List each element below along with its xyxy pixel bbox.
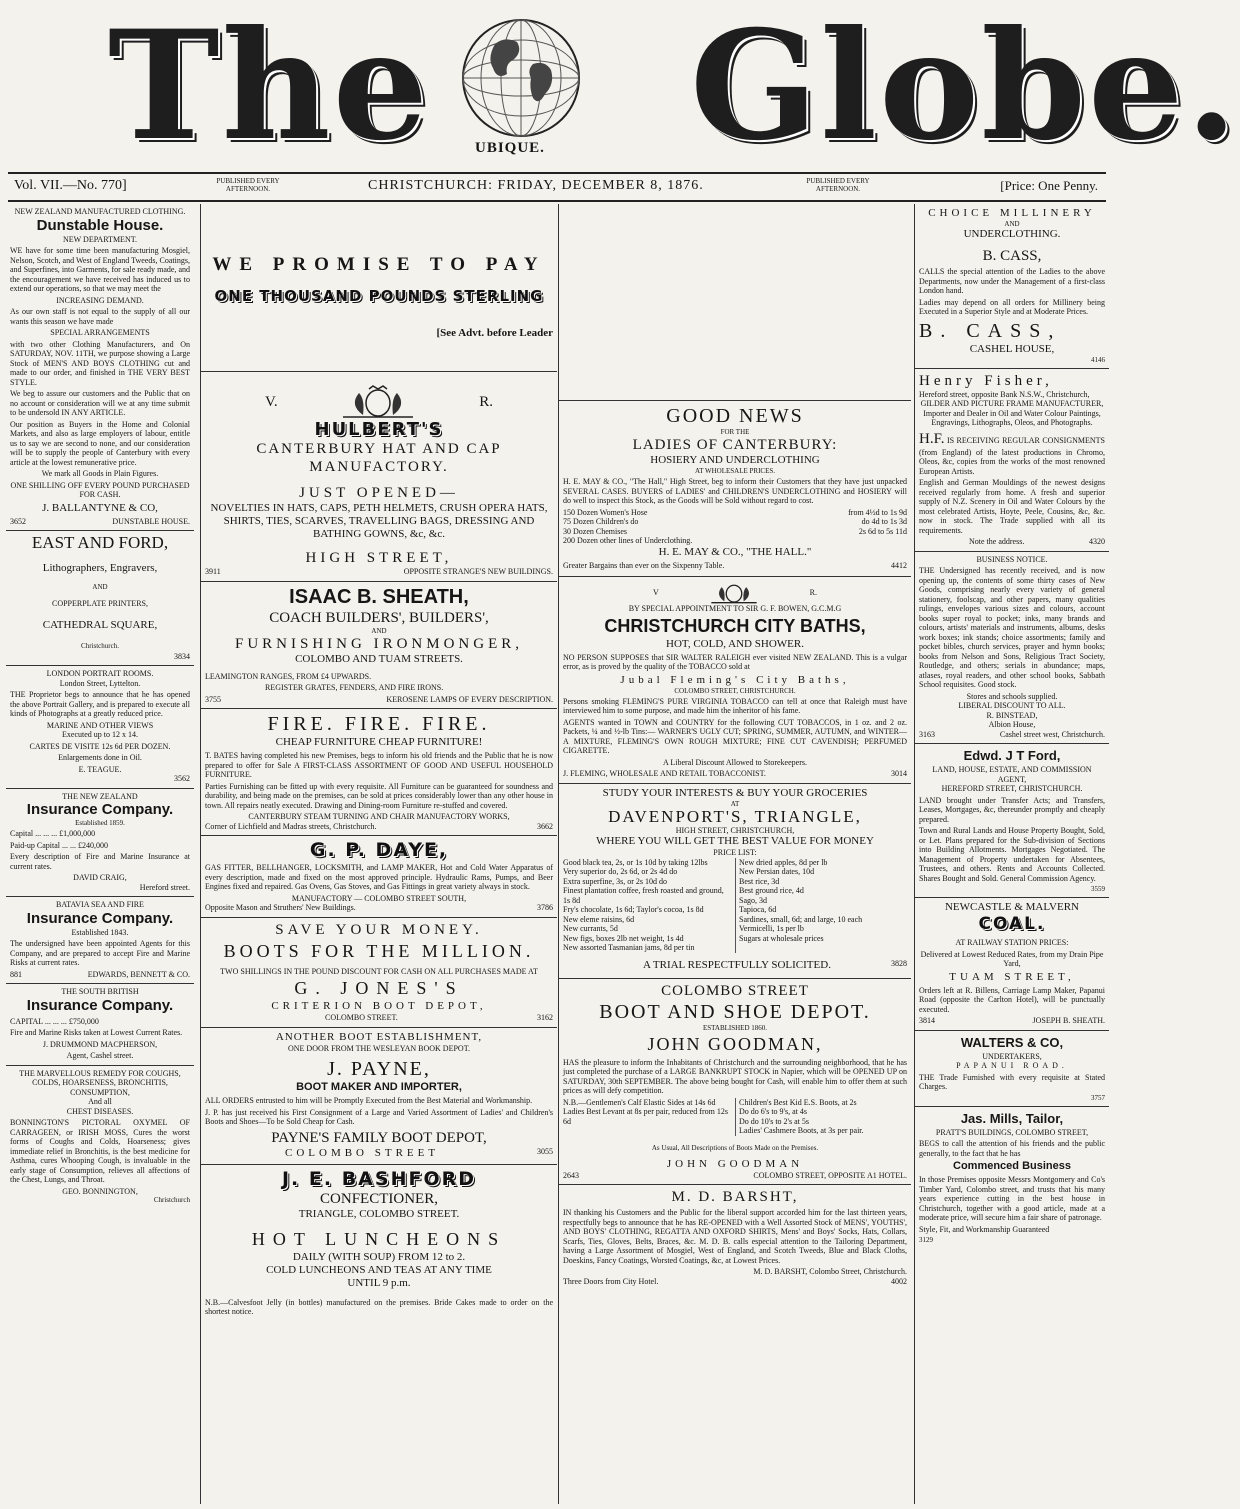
dateline bbox=[8, 172, 1106, 202]
ad-bashford-confectioner bbox=[201, 1165, 557, 1323]
ad-number: 4320 bbox=[1089, 537, 1105, 546]
ad-number: 3834 bbox=[174, 651, 190, 661]
place-and-date: CHRISTCHURCH: FRIDAY, DECEMBER 8, 1876. bbox=[368, 178, 704, 193]
royal-cipher-r: R. bbox=[479, 394, 493, 410]
ad-body: GAS FITTER, BELLHANGER, LOCKSMITH, and LAMP MAKER, Hot and Cold Water Apparatus of every description, made and fixed on the most approved principle. Hydraulic Rams, Pumps, and Beer Engines fixed and repaired. Gas Ovens, Gas Stoves, and Gas Fittings in great variety always in stock. bbox=[205, 863, 553, 891]
column-1 bbox=[6, 204, 194, 1504]
ad-body: Every description of Fire and Marine Insurance at current rates. bbox=[10, 852, 190, 871]
ad-line: AT RAILWAY STATION PRICES: bbox=[955, 938, 1069, 947]
ad-number: 3014 bbox=[891, 769, 907, 778]
ad-line: GILDER AND PICTURE FRAME MANUFACTURER, bbox=[920, 399, 1104, 408]
ad-note: A Liberal Discount Allowed to Storekeepers. bbox=[663, 757, 807, 767]
ad-title: COAL. bbox=[978, 914, 1046, 934]
ad-mills-tailor bbox=[915, 1107, 1109, 1249]
ad-batavia-insurance bbox=[6, 897, 194, 984]
ad-title: LONDON PORTRAIT ROOMS. bbox=[46, 669, 154, 678]
ad-body: NO PERSON SUPPOSES that SIR WALTER RALEIGH ever visited NEW ZEALAND. This is a vulgar error, as is proved by the quality of the TOBACCO sold at bbox=[563, 652, 907, 671]
ad-line: BY SPECIAL APPOINTMENT TO SIR G. F. BOWEN, G.C.M.G bbox=[628, 604, 842, 613]
ad-line: UNDERCLOTHING. bbox=[963, 228, 1061, 240]
price-list-row bbox=[563, 536, 907, 546]
ad-dunstable-house bbox=[6, 204, 194, 531]
ad-address: PRATT'S BUILDINGS, COLOMBO STREET, bbox=[935, 1127, 1089, 1137]
ad-body: English and German Mouldings of the newest designs received regularly from home. A fresh and superior supply of N.Z. Scenery in Oil and Water Colours by the most celebrated Artists, Hoyte, Peele, Cousins, &c, &c. now in stock. The Trade supplied with all its requirements. bbox=[919, 478, 1105, 535]
price-list-left: Good black tea, 2s, or 1s 10d by taking 12lbs Very superior do, 2s 6d, or 2s 4d do Extra superfine, 3s, or 2s 10d do Finest plantation coffee, fresh roasted and ground, 1s 8d Fry's chocolate, 1s 6d; Taylor's cocoa, 1s 8d New eleme raisins, 6d New currants, 5d New figs, boxes 2lb net weight, 1s 4d New assorted Tasmanian jams, 8d per tin bbox=[563, 857, 724, 952]
masthead-motto: UBIQUE. bbox=[475, 140, 545, 156]
ad-east-and-ford bbox=[6, 531, 194, 666]
ad-number: 3828 bbox=[891, 958, 907, 968]
ad-note: CARTES DE VISITE 12s 6d PER DOZEN. bbox=[29, 741, 171, 751]
ad-number: 3562 bbox=[174, 774, 190, 783]
ad-body: BEGS to call the attention of his friends and the public generally, to the fact that he has bbox=[919, 1139, 1105, 1158]
ad-body: Parties Furnishing can be fitted up with every requisite. All Furniture can be guaranteed for soundness and durability, and being made on the premises, can be sold at prices considerably lower than any other house in town. All repairs neatly executed. Drawing and Dining-room Furniture re-stuffed and covered. bbox=[205, 781, 553, 810]
ad-note: Enlargements done in Oil. bbox=[58, 753, 142, 762]
ad-line: HOSIERY AND UNDERCLOTHING bbox=[650, 454, 820, 466]
ad-number: 3757 bbox=[1091, 1093, 1105, 1102]
ad-subheading: Established 1859. bbox=[75, 819, 125, 827]
masthead-title-right: Globe. bbox=[690, 0, 1240, 174]
ad-body: HAS the pleasure to inform the Inhabitants of Christchurch and the surrounding neighborhood, that he has just completed the purchase of a LARGE BANKRUPT STOCK in Napier, which will be OPENED UP on SATURDAY, 30th SEPTEMBER. The above being bought for Cash, will enable him to offer them at such prices as will defy competition. bbox=[563, 1057, 907, 1095]
ad-number: 3814 bbox=[919, 1016, 935, 1025]
ad-line: COLOMBO STREET bbox=[661, 982, 809, 999]
ad-line: BOOTS FOR THE MILLION. bbox=[223, 940, 535, 961]
ad-number: 4146 bbox=[1091, 355, 1105, 364]
ad-subheading: PRICE LIST: bbox=[713, 848, 757, 857]
ad-line: LAND, HOUSE, ESTATE, AND COMMISSION AGENT, bbox=[932, 765, 1092, 784]
price-list-price: from 4½d to 1s 9d bbox=[848, 507, 907, 517]
ad-address: OPPOSITE STRANGE'S NEW BUILDINGS. bbox=[403, 567, 553, 576]
ad-firm-name: M. D. BARSHT, Colombo Street, Christchurch. bbox=[753, 1267, 907, 1276]
ad-address: Hereford street, opposite Bank N.S.W., Christchurch, bbox=[919, 389, 1090, 399]
ad-hulbert-hats bbox=[201, 372, 557, 582]
ad-title: CHOICE MILLINERY bbox=[928, 207, 1096, 219]
ad-line: Paid-up Capital ... ... £240,000 bbox=[10, 840, 108, 850]
publication-note-left: PUBLISHED EVERY AFTERNOON. bbox=[216, 177, 280, 193]
ad-title: Insurance Company. bbox=[26, 801, 174, 818]
ad-title: ONE THOUSAND POUNDS STERLING bbox=[214, 287, 544, 305]
ad-line: STUDY YOUR INTERESTS & BUY YOUR GROCERIES bbox=[602, 786, 868, 799]
ad-body: NOVELTIES IN HATS, CAPS, PETH HELMETS, CRUSH OPERA HATS, SHIRTS, TIES, SCARVES, TRAVELLING BAGS, DRESSING AND BATHING GOWNS, &c, &c. bbox=[210, 502, 548, 540]
ad-note: Style, Fit, and Workmanship Guaranteed bbox=[919, 1224, 1050, 1234]
ad-number: 881 bbox=[10, 969, 22, 979]
ad-line: HIGH STREET, bbox=[305, 550, 453, 566]
ad-body: T. BATES having completed his new Premises, begs to inform his old friends and the Public that he is now prepared to offer for Sale A FIRST-CLASS ASSORTMENT OF GOOD AND USEFUL HOUSEHOLD FURNITURE. bbox=[205, 751, 553, 779]
price-list-item: 150 Dozen Women's Hose bbox=[563, 507, 648, 517]
ad-walters-undertakers bbox=[915, 1031, 1109, 1107]
ad-number: 4002 bbox=[891, 1276, 907, 1286]
ad-title: WALTERS & CO, bbox=[960, 1034, 1064, 1050]
ad-line: AT bbox=[730, 799, 740, 808]
ad-line: COACH BUILDERS', BUILDERS', bbox=[269, 609, 489, 626]
ad-firm-name: JOHN GOODMAN, bbox=[647, 1033, 823, 1054]
price-list-price: 2s 6d to 5s 11d bbox=[858, 526, 907, 536]
ad-firm-name: GEO. BONNINGTON, bbox=[62, 1186, 138, 1196]
ad-body: TWO SHILLINGS IN THE POUND DISCOUNT FOR CASH ON ALL PURCHASES MADE AT bbox=[220, 966, 538, 976]
ad-body: IS RECEIVING REGULAR CONSIGNMENTS (from England) of the latest productions in Chromo, Oleos, &c, copies from the works of the most renowned European Artists. bbox=[919, 435, 1106, 476]
ad-line: ESTABLISHED 1860. bbox=[703, 1023, 767, 1032]
price-list bbox=[563, 508, 907, 546]
ad-promise-to-pay bbox=[201, 204, 557, 372]
ad-line: UNTIL 9 p.m. bbox=[347, 1276, 411, 1289]
ad-pre-heading: BATAVIA SEA AND FIRE bbox=[56, 900, 144, 909]
ad-line: FURNISHING IRONMONGER, bbox=[234, 635, 523, 652]
ad-line: COPPERPLATE PRINTERS, bbox=[51, 599, 149, 608]
ad-body: The undersigned have been appointed Agents for this Company, and are prepared to accept Fire and Marine Risks at current rates. bbox=[10, 939, 190, 967]
ad-title: Insurance Company. bbox=[26, 996, 174, 1014]
volume-number: Vol. VII.—No. 770] bbox=[14, 178, 127, 193]
ad-line: CONFECTIONER, bbox=[320, 1190, 438, 1207]
ad-line: PAYNE'S FAMILY BOOT DEPOT, bbox=[271, 1129, 487, 1146]
publication-note-right: PUBLISHED EVERY AFTERNOON. bbox=[806, 177, 870, 193]
ad-address: Opposite Mason and Struthers' New Buildings. bbox=[205, 903, 356, 912]
ad-number: 3786 bbox=[537, 903, 553, 912]
column-4 bbox=[914, 204, 1109, 1504]
royal-cipher-v: V bbox=[653, 588, 659, 598]
ad-title: GOOD NEWS bbox=[666, 405, 804, 427]
ad-body: CALLS the special attention of the Ladies to the above Departments, now under the Management of a first-class London hand. bbox=[919, 267, 1105, 295]
ad-address: CASHEL HOUSE, bbox=[969, 342, 1055, 355]
ad-number: 3162 bbox=[537, 1013, 553, 1022]
ad-line: JUST OPENED— bbox=[299, 485, 459, 501]
ad-subheading: INCREASING DEMAND. bbox=[56, 295, 144, 305]
ad-firm-name: Edwd. J T Ford, bbox=[963, 748, 1061, 763]
ad-title: ISAAC B. SHEATH, bbox=[289, 585, 469, 608]
ad-note: Note the address. bbox=[969, 537, 1025, 546]
ad-line: HOT, COLD, AND SHOWER. bbox=[666, 637, 804, 650]
price-list-item: 75 Dozen Children's do bbox=[563, 517, 639, 526]
ad-body: As our own staff is not equal to the supply of all our wants this season we have made bbox=[10, 307, 190, 326]
ad-firm-name: R. BINSTEAD, bbox=[986, 710, 1038, 720]
ad-line: ANOTHER BOOT ESTABLISHMENT, bbox=[275, 1030, 483, 1043]
ad-number: 3055 bbox=[537, 1146, 553, 1156]
ad-subheading: MARINE AND OTHER VIEWS bbox=[46, 720, 154, 730]
ad-line: COLOMBO AND TUAM STREETS. bbox=[295, 652, 463, 665]
ad-body: H. E. MAY & CO., "The Hall," High Street, beg to inform their Customers that they have just unpacked SEVERAL CASES. BUYERS of LADIES' and CHILDREN'S UNDERCLOTHING and HOSIERY will do well to inspect this Stock, as the Goods will be Sold without regard to cost. bbox=[563, 477, 907, 505]
ad-number: 3559 bbox=[1091, 885, 1105, 893]
ad-address: HEREFORD STREET, CHRISTCHURCH. bbox=[941, 784, 1083, 793]
ad-address: COLOMBO STREET, OPPOSITE A1 HOTEL. bbox=[753, 1170, 907, 1180]
ad-line: Christchurch. bbox=[81, 641, 119, 650]
ad-body: Persons smoking FLEMING'S PURE VIRGINIA TOBACCO can tell at once that Raleigh must have interviewed him to some purpose, and made him the inheritor of his fame. bbox=[563, 696, 907, 715]
ad-note: A TRIAL RESPECTFULLY SOLICITED. bbox=[643, 958, 831, 971]
ad-isaac-sheath bbox=[201, 582, 557, 710]
ad-body: AGENTS wanted in TOWN and COUNTRY for the following CUT TOBACCOS, in 1 oz. and 2 oz. Packets, ¼ and ½-lb Tins:— WARNER'S UGLY CUT; SPRING, SUMMER, AUTUMN, and WINTER—A MIXTURE, FLEMING'S OWN ROUGH MIXTURE; FINE CUT CAVENDISH; PERFUMED CIGARETTE. bbox=[563, 717, 907, 755]
ad-line: WHERE YOU WILL GET THE BEST VALUE FOR MONEY bbox=[596, 835, 874, 847]
ad-body: with two other Clothing Manufacturers, and On SATURDAY, NOV. 11TH, we purpose showing a Large Stock of MEN'S AND BOYS CLOTHING cut and made to our order, and finished in THE VERY BEST STYLE. bbox=[10, 339, 190, 387]
ad-davenport-groceries bbox=[559, 784, 911, 979]
ad-title: Jas. Mills, Tailor, bbox=[960, 1110, 1064, 1126]
ad-note: Stores and schools supplied. bbox=[966, 691, 1058, 701]
ad-number: 2643 bbox=[563, 1170, 579, 1180]
royal-cipher-v: V. bbox=[265, 394, 278, 410]
ad-line: CRITERION BOOT DEPOT, bbox=[271, 1000, 487, 1012]
ad-body: BONNINGTON'S PICTORAL OXYMEL OF CARRAGEEN, or IRISH MOSS, Cures the worst forms of Coughs and Colds, Hoarseness; gives immediate relief in Bronchitis, is the best medicine for Asthma, cures Whooping Cough, is invaluable in the early stage of Consumption, relieves all affections of the Chest, Lungs, and Throat. bbox=[10, 1118, 190, 1184]
ad-number: 3163 bbox=[919, 729, 935, 739]
ad-line: Capital ... ... ... £1,000,000 bbox=[10, 829, 96, 838]
ad-note: N.B.—Calvesfoot Jelly (in bottles) manufactured on the premises. Bride Cakes made to order on the shortest notice. bbox=[205, 1297, 553, 1316]
ad-number: 3129 bbox=[919, 1236, 933, 1244]
ad-line: And all bbox=[88, 1097, 112, 1106]
ad-line: CHEAP FURNITURE CHEAP FURNITURE! bbox=[275, 736, 483, 748]
ad-subheading: SPECIAL ARRANGEMENTS bbox=[50, 328, 150, 337]
globe-icon bbox=[455, 14, 587, 154]
ad-address: Agent, Cashel street. bbox=[66, 1051, 134, 1060]
ad-body: LAND brought under Transfer Acts; and Transfers, Leases, Mortgages, &c, thereunder promptly and cheaply prepared. bbox=[919, 795, 1105, 824]
ad-line: DAILY (WITH SOUP) FROM 12 to 2. bbox=[292, 1250, 466, 1263]
ad-pre-heading: THE SOUTH BRITISH bbox=[61, 987, 139, 996]
ad-body: WE have for some time been manufacturing Mosgiel, Nelson, Scotch, and West of England Tweeds, Coatings, and Superfines, into Garments, for sale ready made, and the encouragement we have received has induced us to extend our operations, so that we may meet the bbox=[10, 246, 190, 293]
ad-line: REGISTER GRATES, FENDERS, AND FIRE IRONS. bbox=[265, 683, 444, 692]
ad-firm-name: EDWARDS, BENNETT & CO. bbox=[87, 969, 190, 979]
ad-title: BOOT AND SHOE DEPOT. bbox=[599, 1000, 871, 1023]
ad-coal-sheath bbox=[915, 898, 1109, 1031]
ad-body: J. P. has just received his First Consignment of a Large and Varied Assortment of Ladies' and Children's Boots and Shoes—To be Sold Cheap for Cash. bbox=[205, 1107, 553, 1126]
ad-firm-name: JOHN GOODMAN bbox=[666, 1157, 804, 1170]
ad-line: AND bbox=[92, 583, 108, 591]
ad-address: COLOMBO STREET, CHRISTCHURCH. bbox=[674, 686, 796, 695]
ad-address: Hereford street. bbox=[139, 882, 190, 892]
ad-line: KEROSENE LAMPS OF EVERY DESCRIPTION. bbox=[386, 694, 553, 704]
ad-firm-name: DAVID CRAIG, bbox=[73, 873, 127, 882]
column-3 bbox=[558, 204, 911, 1504]
ad-title: FIRE. FIRE. FIRE. bbox=[267, 713, 491, 735]
ad-body: Ladies may depend on all orders for Millinery being Executed in a Superior Style and at Moderate Prices. bbox=[919, 297, 1105, 316]
ad-line: TRIANGLE, COLOMBO STREET. bbox=[298, 1207, 460, 1220]
ad-body: Orders left at R. Billens, Carriage Lamp Maker, Papanui Road (opposite the Carlton Hotel), will be punctually executed. bbox=[919, 985, 1105, 1014]
ad-line: NEWCASTLE & MALVERN bbox=[944, 901, 1080, 913]
ad-line: LADIES OF CANTERBURY: bbox=[632, 437, 838, 453]
masthead bbox=[0, 0, 1240, 174]
ad-note: We mark all Goods in Plain Figures. bbox=[41, 469, 159, 478]
ad-note: ONE SHILLING OFF EVERY POUND PURCHASED FOR CASH. bbox=[10, 480, 190, 499]
price-list-row bbox=[563, 508, 907, 518]
ad-address: Corner of Lichfield and Madras streets, Christchurch. bbox=[205, 821, 377, 831]
ad-title: M. D. BARSHT, bbox=[671, 1189, 799, 1205]
ad-body: THE Undersigned has recently received, and is now opening up, the contents of some thirty cases of New Goods, comprising nearly every variety of general stationery, foolscap, and other papers, many qualities rulings, envelopes various sizes and colours, account books super royal to pocket; inks, many brands and colours, artists' materials and instruments, albums, desks work boxes; ink stands; choice assortments; family and pocket bibles, church services, prayer and hymn books; books from Nelson and Sons, Religious Tract Society, Routledge, and others; serials in abundance; maps, atlases, royal readers, and other school books, Sabbath School requisites. Good stock. bbox=[919, 566, 1105, 689]
ad-address: HIGH STREET, CHRISTCHURCH, bbox=[675, 825, 795, 835]
ad-daye-gas-fitter bbox=[201, 836, 557, 918]
ad-address: Albion House, bbox=[988, 720, 1036, 729]
ad-title: EAST AND FORD, bbox=[31, 533, 169, 552]
ad-line: CAPITAL ... ... ... £750,000 bbox=[10, 1016, 99, 1026]
ad-title: BOOT MAKER AND IMPORTER, bbox=[296, 1081, 462, 1093]
ad-subheading: London Street, Lyttelton. bbox=[59, 678, 141, 688]
ad-pre-heading: THE NEW ZEALAND bbox=[62, 791, 138, 801]
ad-body: IN thanking his Customers and the Public for the liberal support accorded him for the last thirteen years, respectfully begs to announce that he has RE-OPENED with a Well Assorted Stock of MENS', YOUTHS', AND BOYS' CLOTHING, REGATTA AND OXFORD SHIRTS, Mens' and Boys' Socks, Hats, Collars, Scarfs, Ties, Gloves, Belts, Braces, &c. M. D. B. calls especial attention to the Tailoring Department, having a Large Assortment of Mosgiel, West of England, and Scotch Tweeds, Blue and Black Cloths, Doeskins, Fancy Coatings, Worsted Coatings, &c, at Lowest Prices. bbox=[563, 1208, 907, 1265]
ad-title: SAVE YOUR MONEY. bbox=[275, 921, 483, 938]
ad-number: 3911 bbox=[205, 567, 221, 576]
ad-barsht-clothing bbox=[559, 1185, 911, 1290]
ad-firm-name: Jubal Fleming's City Baths, bbox=[620, 673, 850, 686]
ad-title: CHRISTCHURCH CITY BATHS, bbox=[604, 615, 866, 636]
ad-pre-heading: NEW ZEALAND MANUFACTURED CLOTHING. bbox=[14, 207, 186, 216]
ad-title: BUSINESS NOTICE. bbox=[976, 554, 1048, 564]
ad-goodman-boots bbox=[559, 979, 911, 1186]
ad-title: HULBERT'S bbox=[314, 419, 444, 440]
ad-body: Fire and Marine Risks taken at Lowest Current Rates. bbox=[10, 1028, 183, 1037]
ad-line: Lithographers, Engravers, bbox=[42, 562, 158, 574]
ad-line: WE PROMISE TO PAY bbox=[212, 254, 546, 275]
ad-body: THE Trade Furnished with every requisite at Stated Charges. bbox=[919, 1072, 1105, 1091]
ad-address: DUNSTABLE HOUSE. bbox=[112, 516, 190, 526]
ad-title: J. E. BASHFORD bbox=[281, 1167, 477, 1190]
ad-number: 3755 bbox=[205, 694, 221, 704]
ad-address: COLOMBO STREET. bbox=[325, 1013, 398, 1022]
ad-firm-name: B. CASS, bbox=[982, 248, 1042, 264]
ad-edwd-ford bbox=[915, 744, 1109, 898]
ad-note: Executed up to 12 x 14. bbox=[62, 730, 138, 739]
ad-firm-name: J. DRUMMOND MACPHERSON, bbox=[42, 1039, 158, 1049]
ad-jones-boots bbox=[201, 918, 557, 1028]
ad-title: DAVENPORT'S, TRIANGLE, bbox=[608, 806, 862, 826]
ad-note: As Usual, All Descriptions of Boots Made on the Premises. bbox=[651, 1143, 819, 1152]
ad-number: 3662 bbox=[537, 821, 553, 831]
ad-binstead-stationery bbox=[915, 552, 1109, 745]
royal-crest-icon bbox=[704, 582, 764, 604]
ad-line: AND bbox=[371, 626, 387, 635]
ad-new-zealand-insurance bbox=[6, 789, 194, 898]
price-list-row bbox=[563, 527, 907, 537]
ad-city-baths bbox=[559, 577, 911, 784]
ad-subheading: Established 1843. bbox=[71, 927, 129, 937]
ad-payne-boots bbox=[201, 1028, 557, 1165]
ad-firm-name: J. PAYNE, bbox=[327, 1058, 431, 1080]
ad-south-british-insurance bbox=[6, 984, 194, 1066]
royal-cipher-r: R. bbox=[809, 588, 817, 598]
ad-subheading: NEW DEPARTMENT. bbox=[62, 234, 138, 244]
ad-cass-millinery bbox=[915, 204, 1109, 369]
ad-line: COLD LUNCHEONS AND TEAS AT ANY TIME bbox=[266, 1263, 492, 1276]
column-3-blank bbox=[559, 204, 911, 401]
ad-title: G. P. DAYE, bbox=[309, 839, 449, 861]
ad-line: AND bbox=[1004, 220, 1020, 228]
ad-body: Our position as Buyers in the Home and Colonial Markets, and also as large employers of labour, entitle us to say we are second to none, and our consideration will be to supply the people of Canterbury with every article at the lowest remunerative price. bbox=[10, 419, 190, 467]
price-list-right: New dried apples, 8d per lb New Persian dates, 10d Best rice, 3d Best ground rice, 4d Sago, 3d Tapioca, 6d Sardines, small, 6d; and large, 10 each Vermicelli, 1s per lb Sugars at wholesale prices bbox=[735, 858, 907, 953]
royal-crest-icon bbox=[333, 385, 423, 419]
ad-firm-name: JOSEPH B. SHEATH. bbox=[1032, 1016, 1105, 1025]
ad-address: Cashel street west, Christchurch. bbox=[999, 729, 1105, 739]
ad-line: MANUFACTORY — COLOMBO STREET SOUTH, bbox=[291, 893, 467, 903]
ad-body: We beg to assure our customers and the Public that on no account or consideration will we at any time submit to be undersold IN ANY ARTICLE. bbox=[10, 389, 190, 417]
ad-firm-name: J. FLEMING, WHOLESALE AND RETAIL TOBACCONIST. bbox=[563, 769, 766, 778]
ad-address: COLOMBO STREET bbox=[285, 1146, 440, 1159]
ad-line: AT WHOLESALE PRICES. bbox=[694, 467, 776, 475]
ad-london-portrait-rooms bbox=[6, 666, 194, 789]
price-list-price: do 4d to 1s 3d bbox=[861, 517, 907, 526]
ad-line: FOR THE bbox=[720, 428, 750, 436]
ad-line: LEAMINGTON RANGES, FROM £4 UPWARDS. bbox=[205, 671, 372, 681]
ad-note: [See Advt. before Leader bbox=[436, 327, 553, 339]
ad-address: Three Doors from City Hotel. bbox=[563, 1276, 659, 1286]
ad-bonnington-remedy bbox=[6, 1066, 194, 1209]
ad-line: ONE DOOR FROM THE WESLEYAN BOOK DEPOT. bbox=[287, 1043, 470, 1053]
ad-initials: H.F. bbox=[919, 430, 945, 447]
price-list-item: 200 Dozen other lines of Underclothing. bbox=[563, 536, 693, 545]
ad-address: TUAM STREET, bbox=[949, 970, 1075, 983]
price-list-left: N.B.—Gentlemen's Calf Elastic Sides at 14s 6d Ladies Best Levant at 8s per pair, reduced from 12s 6d bbox=[563, 1097, 728, 1126]
ad-line: MANUFACTORY. bbox=[309, 459, 449, 475]
ad-firm-name: J. BALLANTYNE & CO, bbox=[42, 501, 158, 514]
ad-body: Town and Rural Lands and House Property Bought, Sold, or Let. Plans prepared for the Sub-division of Sections into Building Allotments. Mortgages Negotiated. The Management of Property undertaken for Absentees, Trustees, and others. Rents and Accounts Collected. Shares Bought and Sold. General Commission Agency. bbox=[919, 826, 1105, 883]
ad-body: THE Proprietor begs to announce that he has opened the above Portrait Gallery, and is prepared to execute all kinds of Photographs at a greatly reduced price. bbox=[10, 690, 190, 718]
ad-henry-fisher bbox=[915, 369, 1109, 552]
ad-title: Dunstable House. bbox=[36, 216, 164, 234]
ad-address: Christchurch bbox=[153, 1196, 190, 1204]
price-list-row bbox=[563, 517, 907, 527]
ad-subheading: Commenced Business bbox=[953, 1160, 1071, 1172]
ad-note: LIBERAL DISCOUNT TO ALL. bbox=[958, 701, 1066, 710]
ad-line: CANTERBURY STEAM TURNING AND CHAIR MANUFACTORY WORKS, bbox=[248, 812, 510, 821]
ad-line: CANTERBURY HAT AND CAP bbox=[256, 441, 502, 457]
ad-line: UNDERTAKERS, bbox=[982, 1051, 1042, 1061]
price: [Price: One Penny. bbox=[1000, 178, 1098, 193]
ad-number: 3652 bbox=[10, 516, 26, 526]
ad-firm-name: H. E. MAY & CO., "THE HALL." bbox=[658, 545, 812, 558]
ad-address: PAPANUI ROAD. bbox=[956, 1061, 1068, 1070]
price-list-item: 30 Dozen Chemises bbox=[563, 526, 627, 536]
ad-title: Insurance Company. bbox=[26, 909, 174, 927]
ad-firm-name: Henry Fisher, bbox=[919, 372, 1053, 389]
column-2 bbox=[200, 204, 557, 1504]
ad-note: Greater Bargains than ever on the Sixpenny Table. bbox=[563, 560, 725, 570]
ad-fire-furniture bbox=[201, 709, 557, 836]
ad-subheading: CHEST DISEASES. bbox=[66, 1106, 134, 1116]
ad-firm-name: B. CASS, bbox=[919, 319, 1062, 342]
ad-body: In those Premises opposite Messrs Montgomery and Co's Timber Yard, Colombo street, and trusts that his many years experience cutting in the best house in Christchurch, together with a good article, made at a moderate price, will secure him a fair share of patronage. bbox=[919, 1175, 1105, 1222]
ad-firm-name: E. TEAGUE. bbox=[78, 764, 122, 774]
ad-title: THE MARVELLOUS REMEDY FOR COUGHS, COLDS, HOARSENESS, BRONCHITIS, CONSUMPTION, bbox=[19, 1068, 181, 1097]
ad-line: CATHEDRAL SQUARE, bbox=[42, 618, 158, 631]
masthead-title-left: The bbox=[108, 0, 431, 174]
ad-number: 4412 bbox=[891, 560, 907, 570]
ad-body: Delivered at Lowest Reduced Rates, from my Drain Pipe Yard, bbox=[920, 949, 1104, 968]
ad-good-news-may bbox=[559, 401, 911, 577]
ad-body: ALL ORDERS entrusted to him will be Promptly Executed from the Best Material and Workmanship. bbox=[205, 1096, 533, 1105]
price-list-right: Children's Best Kid E.S. Boots, at 2s Do do 6's to 9's, at 4s Do do 10's to 2's at 5s Ladies' Cashmere Boots, at 3s per pair. bbox=[735, 1098, 907, 1136]
ad-body: Importer and Dealer in Oil and Water Colour Paintings, Engravings, Lithographs, Oleos, and Photographs. bbox=[923, 408, 1101, 427]
ad-firm-name: G. JONES'S bbox=[294, 978, 464, 998]
ad-line: HOT LUNCHEONS bbox=[251, 1228, 507, 1249]
